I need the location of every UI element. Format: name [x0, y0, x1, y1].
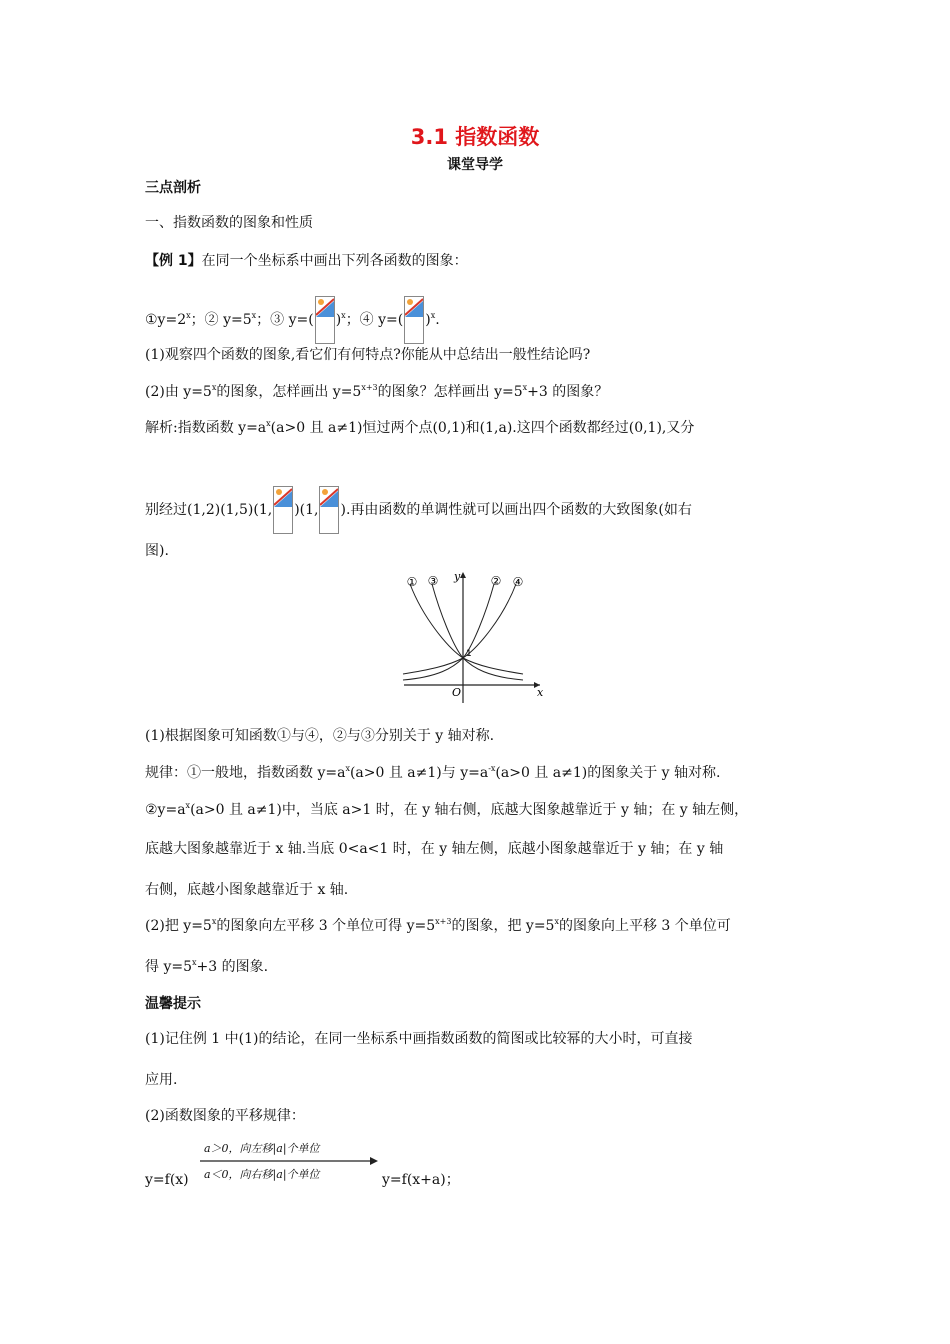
tip-2: (2)函数图象的平移规律：	[145, 1108, 305, 1124]
tips-heading: 温馨提示	[145, 996, 201, 1012]
period: .	[435, 312, 440, 328]
exponent: x+3	[435, 917, 452, 926]
function-4: ；④ y=(	[345, 312, 404, 328]
rule-part: (a>0 且 a≠1)的图象关于 y 轴对称.	[495, 765, 721, 781]
tip-1-cont: 应用.	[145, 1072, 178, 1088]
analysis-part: 解析:指数函数 y=a	[145, 420, 267, 436]
fraction-image-placeholder	[273, 486, 293, 534]
conclusion-2-cont	[145, 957, 268, 977]
section-subheading: 一、指数函数的图象和性质	[145, 215, 313, 231]
rule-line-4: 右侧，底越小图象越靠近于 x 轴.	[145, 882, 349, 898]
page-title: 3.1 指数函数	[410, 125, 540, 149]
analysis-part: ).再由函数的单调性就可以画出四个函数的大致图象(如右	[340, 502, 692, 518]
page-subtitle: 课堂导学	[447, 157, 503, 173]
paren: )	[425, 312, 431, 328]
analysis-part: )(1,	[294, 502, 319, 518]
exponent: x	[430, 311, 436, 320]
example-label: 【例 1】	[145, 253, 202, 269]
exponent: x	[522, 383, 528, 392]
fraction-image-icon	[405, 297, 423, 317]
q2-part: (2)由 y=5	[145, 384, 212, 400]
question-2	[145, 382, 608, 402]
exponent: x	[192, 958, 197, 967]
fraction-image-placeholder	[315, 296, 335, 344]
exponent: x+3	[361, 383, 378, 392]
rule-part: (a>0 且 a≠1)中，当底 a>1 时，在 y 轴右侧，底越大图象越靠近于 y 轴；在 y 轴左侧，	[190, 802, 749, 818]
intercept-label: 1	[466, 649, 472, 659]
q2-part: 的图象？怎样画出 y=5	[377, 384, 523, 400]
right-arrow-icon	[200, 1157, 380, 1165]
rule-line-3: 底越大图象越靠近于 x 轴.当底 0<a<1 时，在 y 轴左侧，底越小图象越靠近于 y 轴；在 y 轴	[145, 841, 724, 857]
curve-4	[410, 584, 523, 674]
example-intro	[145, 251, 468, 271]
conclusion-part: (2)把 y=5	[145, 918, 212, 934]
example-functions	[145, 296, 440, 344]
shift-rule-lhs: y=f(x)	[145, 1172, 189, 1188]
exponent: -x	[488, 764, 496, 773]
analysis-line-3: 图).	[145, 543, 169, 559]
curve-label-2: ②	[490, 574, 502, 588]
rule-part: ②y=a	[145, 802, 186, 818]
function-1: ①y=2	[145, 312, 187, 328]
conclusion-2	[145, 916, 731, 936]
fraction-image-icon	[320, 487, 338, 507]
curve-label-3: ③	[427, 574, 439, 588]
exponent: x	[251, 311, 257, 320]
analysis-line-2	[145, 486, 692, 534]
tip-1: (1)记住例 1 中(1)的结论，在同一坐标系中画指数函数的简图或比较幂的大小时，可直接	[145, 1031, 693, 1047]
example-text: 在同一个坐标系中画出下列各函数的图象：	[201, 253, 468, 269]
fraction-image-placeholder	[319, 486, 339, 534]
exponent: x	[186, 311, 191, 320]
y-axis-label: y	[454, 570, 461, 583]
exponent: x	[554, 917, 559, 926]
conclusion-part: 的图象向上平移 3 个单位可	[558, 918, 731, 934]
arrow-bottom-label: a＜0，向右移|a|个单位	[204, 1168, 320, 1181]
arrow-top-label: a＞0，向左移|a|个单位	[204, 1142, 320, 1155]
fraction-image-icon	[274, 487, 292, 507]
conclusion-part: +3 的图象.	[196, 959, 269, 975]
conclusion-part: 的图象，把 y=5	[451, 918, 555, 934]
question-1: (1)观察四个函数的图象,看它们有何特点?你能从中总结出一般性结论吗?	[145, 347, 591, 363]
analysis-part: 别经过(1,2)(1,5)(1,	[145, 502, 273, 518]
fraction-image-placeholder	[404, 296, 424, 344]
curve-1	[403, 584, 516, 674]
rule-line-2	[145, 800, 748, 820]
exponential-graph	[398, 568, 550, 708]
x-axis-label: x	[537, 686, 544, 699]
fraction-image-icon	[316, 297, 334, 317]
conclusion-part: 的图象向左平移 3 个单位可得 y=5	[216, 918, 436, 934]
exponent: x	[266, 419, 271, 428]
function-2: ；② y=5	[190, 312, 252, 328]
analysis-part: (a>0 且 a≠1)恒过两个点(0,1)和(1,a).这四个函数都经过(0,1),又分	[270, 420, 695, 436]
analysis-line-1	[145, 418, 694, 438]
q2-part: 的图象，怎样画出 y=5	[216, 384, 362, 400]
shift-rule-rhs: y=f(x+a)；	[382, 1172, 460, 1188]
exponent: x	[341, 311, 346, 320]
exponent: x	[345, 764, 350, 773]
function-3: ；③ y=(	[256, 312, 314, 328]
exponent: x	[211, 383, 217, 392]
rule-line-1	[145, 763, 720, 783]
conclusion-part: 得 y=5	[145, 959, 192, 975]
y-axis-arrow	[460, 572, 466, 578]
rule-part: (a>0 且 a≠1)与 y=a	[349, 765, 489, 781]
conclusion-1: (1)根据图象可知函数①与④，②与③分别关于 y 轴对称.	[145, 728, 495, 744]
q2-part: +3 的图象？	[527, 384, 609, 400]
paren: )	[335, 312, 342, 328]
exponent: x	[211, 917, 217, 926]
exponent: x	[185, 801, 191, 810]
shift-rule-arrow	[200, 1140, 380, 1190]
curve-label-4: ①	[406, 575, 418, 589]
section-heading: 三点剖析	[145, 180, 201, 196]
rule-part: 规律：①一般地，指数函数 y=a	[145, 765, 346, 781]
curve-label-1: ④	[512, 575, 524, 589]
origin-label: O	[452, 686, 462, 699]
